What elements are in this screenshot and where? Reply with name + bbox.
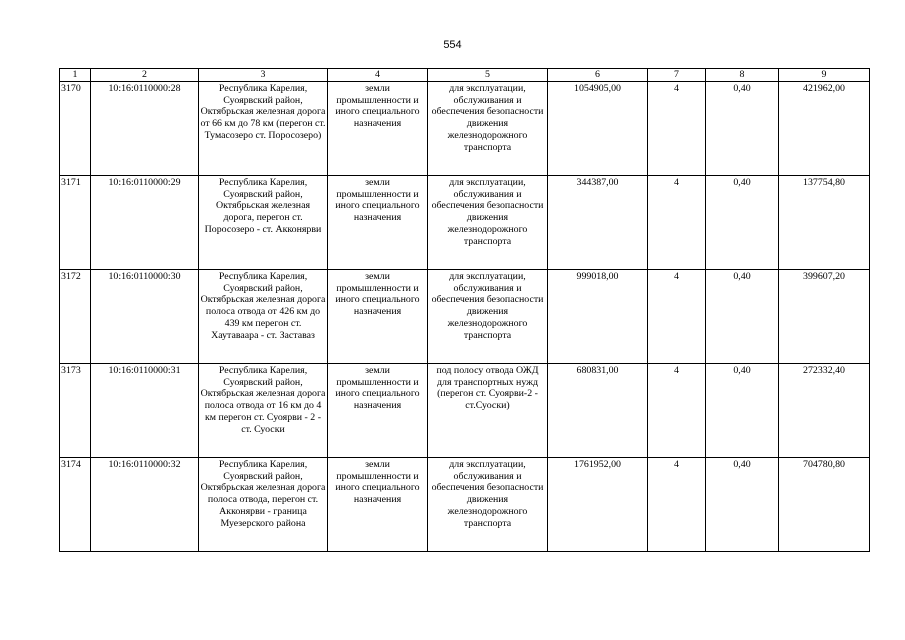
land-category: земли промышленности и иного специального назначения — [328, 176, 428, 270]
cadastral-value: 399607,20 — [779, 270, 870, 364]
column-header: 5 — [428, 69, 548, 82]
row-number: 3171 — [60, 176, 91, 270]
column-header: 6 — [548, 69, 648, 82]
group-code: 4 — [648, 82, 706, 176]
cadastral-number: 10:16:0110000:29 — [91, 176, 199, 270]
land-category: земли промышленности и иного специального назначения — [328, 82, 428, 176]
permitted-use: для эксплуатации, обслуживания и обеспечения безопасности движения железнодорожного транспорта — [428, 82, 548, 176]
group-code: 4 — [648, 458, 706, 552]
permitted-use: для эксплуатации, обслуживания и обеспечения безопасности движения железнодорожного транспорта — [428, 176, 548, 270]
area: 344387,00 — [548, 176, 648, 270]
land-category: земли промышленности и иного специального назначения — [328, 458, 428, 552]
address: Республика Карелия, Суоярвский район, Октябрьская железная дорога полоса отвода, перегон ст. Акконярви - граница Муезерского района — [199, 458, 328, 552]
cadastral-number: 10:16:0110000:30 — [91, 270, 199, 364]
rate: 0,40 — [706, 458, 779, 552]
cadastral-value: 137754,80 — [779, 176, 870, 270]
column-header: 2 — [91, 69, 199, 82]
cadastral-number: 10:16:0110000:31 — [91, 364, 199, 458]
table-row — [60, 82, 870, 176]
rate: 0,40 — [706, 364, 779, 458]
area: 999018,00 — [548, 270, 648, 364]
address: Республика Карелия, Суоярвский район, Октябрьская железная дорога полоса отвода от 426 км до 439 км перегон ст. Хаутаваара - ст. Заставаз — [199, 270, 328, 364]
group-code: 4 — [648, 270, 706, 364]
address: Республика Карелия, Суоярвский район, Октябрьская железная дорога полоса отвода от 16 км до 4 км перегон ст. Суоярви - 2 - ст. Суоски — [199, 364, 328, 458]
row-number: 3170 — [60, 82, 91, 176]
row-number: 3173 — [60, 364, 91, 458]
column-header: 1 — [60, 69, 91, 82]
cadastral-number: 10:16:0110000:32 — [91, 458, 199, 552]
permitted-use: под полосу отвода ОЖД для транспортных нужд (перегон ст. Суоярви-2 - ст.Суоски) — [428, 364, 548, 458]
table-row — [60, 364, 870, 458]
table-header-row — [60, 69, 870, 82]
rate: 0,40 — [706, 270, 779, 364]
page-number: 554 — [443, 39, 462, 51]
cadastral-number: 10:16:0110000:28 — [91, 82, 199, 176]
row-number: 3172 — [60, 270, 91, 364]
address: Республика Карелия, Суоярвский район, Октябрьская железная дорога от 66 км до 78 км (перегон ст. Тумасозеро ст. Поросозеро) — [199, 82, 328, 176]
area: 680831,00 — [548, 364, 648, 458]
permitted-use: для эксплуатации, обслуживания и обеспечения безопасности движения железнодорожного транспорта — [428, 458, 548, 552]
permitted-use: для эксплуатации, обслуживания и обеспечения безопасности движения железнодорожного транспорта — [428, 270, 548, 364]
land-category: земли промышленности и иного специального назначения — [328, 270, 428, 364]
cadastral-value: 421962,00 — [779, 82, 870, 176]
group-code: 4 — [648, 176, 706, 270]
land-category: земли промышленности и иного специального назначения — [328, 364, 428, 458]
address: Республика Карелия, Суоярвский район, Октябрьская железная дорога, перегон ст. Поросозеро - ст. Акконярви — [199, 176, 328, 270]
rate: 0,40 — [706, 82, 779, 176]
table-row — [60, 458, 870, 552]
area: 1761952,00 — [548, 458, 648, 552]
column-header: 9 — [779, 69, 870, 82]
column-header: 4 — [328, 69, 428, 82]
row-number: 3174 — [60, 458, 91, 552]
table-row — [60, 176, 870, 270]
area: 1054905,00 — [548, 82, 648, 176]
column-header: 7 — [648, 69, 706, 82]
cadastral-value: 272332,40 — [779, 364, 870, 458]
column-header: 3 — [199, 69, 328, 82]
group-code: 4 — [648, 364, 706, 458]
cadastral-value: 704780,80 — [779, 458, 870, 552]
rate: 0,40 — [706, 176, 779, 270]
land-register-table — [59, 68, 870, 552]
column-header: 8 — [706, 69, 779, 82]
table-row — [60, 270, 870, 364]
